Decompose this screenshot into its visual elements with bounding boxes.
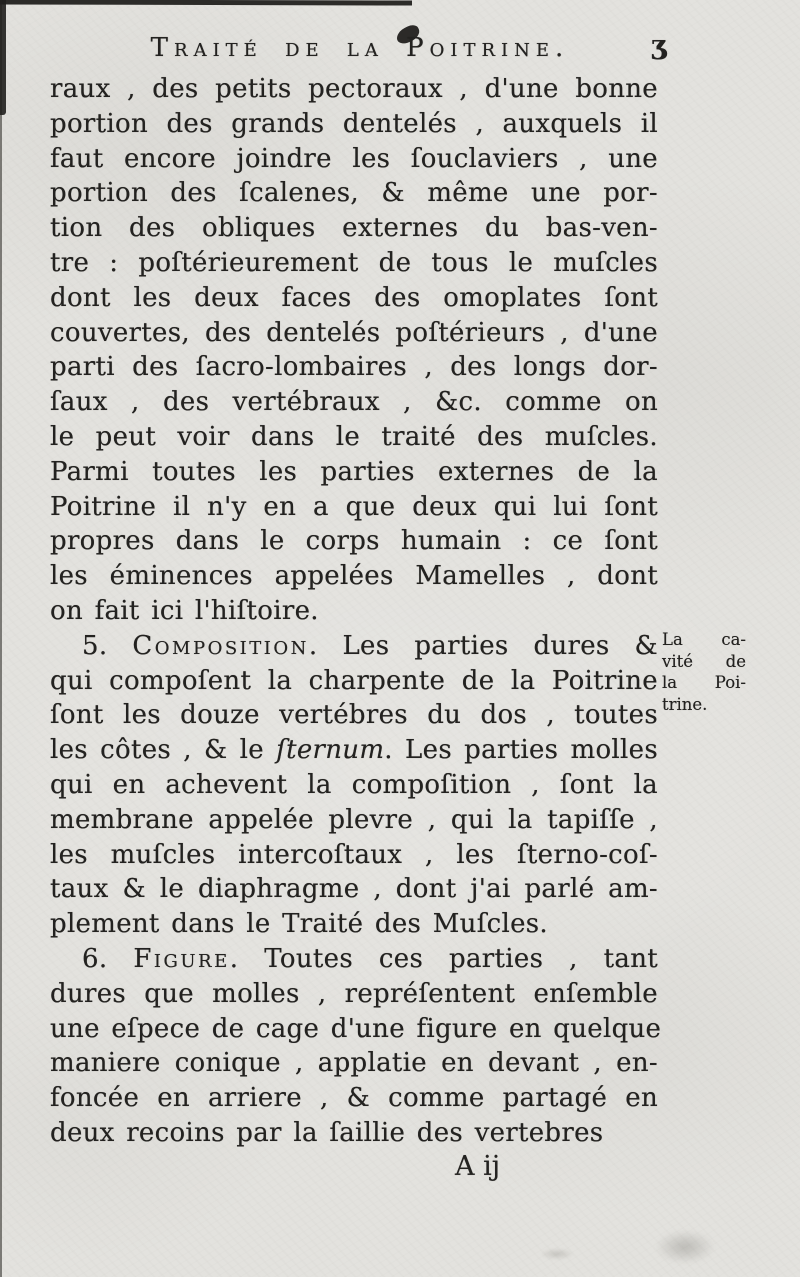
scan-edge-left-top <box>0 0 6 115</box>
text-line <box>50 664 658 699</box>
text-line <box>50 490 658 525</box>
text-line <box>50 629 658 664</box>
text-line <box>50 1046 658 1081</box>
text-run: maniere conique , applatie en devant , en- <box>50 1048 658 1079</box>
text-run: Composition <box>132 630 309 661</box>
text-run: ſaux , des vertébraux , &c. comme on <box>50 387 658 418</box>
text-run: membrane appelée plevre , qui la tapiſſe , <box>50 804 658 835</box>
scan-edge-top <box>0 0 412 6</box>
text-run: tion des obliques externes du bas-ven- <box>50 213 658 244</box>
text-line <box>50 733 658 768</box>
text-run: portion des grands dentelés , auxquels il <box>50 108 658 139</box>
text-run: foncée en arriere , & comme partagé en <box>50 1083 658 1114</box>
scan-edge-left <box>0 0 2 1277</box>
text-line <box>50 385 658 420</box>
text-line <box>50 72 658 107</box>
text-line <box>50 872 658 907</box>
text-run: les éminences appelées Mamelles , dont <box>50 561 658 592</box>
text-line <box>50 559 658 594</box>
text-line <box>50 594 658 629</box>
paper-smudge <box>655 1230 715 1264</box>
text-line <box>50 907 658 942</box>
text-line <box>50 420 658 455</box>
text-line <box>50 142 658 177</box>
text-run: qui en achevent la compoſition , ſont la <box>50 769 658 800</box>
text-run: dures que molles , repréſentent enſemble <box>50 978 658 1009</box>
text-run: portion des ſcalenes, & même une por- <box>50 178 658 209</box>
margin-note-line: vité de <box>662 651 746 671</box>
text-run: ſternum <box>276 735 385 766</box>
text-run: couvertes, des dentelés poſtérieurs , d'une <box>50 317 658 348</box>
text-run: on fait ici l'hiſtoire. <box>50 595 319 626</box>
running-title: Traité de la Poitrine. <box>150 33 570 63</box>
text-line <box>50 107 658 142</box>
text-run: Parmi toutes les parties externes de la <box>50 456 658 487</box>
text-line <box>50 524 658 559</box>
text-run: ſont les douze vertébres du dos , toutes <box>50 700 658 731</box>
text-run: . Les parties molles <box>384 735 658 766</box>
text-run: raux , des petits pectoraux , d'une bonne <box>50 74 658 104</box>
text-run: . Toutes ces parties , tant <box>229 943 658 974</box>
text-line <box>50 977 658 1012</box>
text-line <box>50 1116 658 1151</box>
text-line <box>50 281 658 316</box>
text-line <box>50 211 658 246</box>
margin-note-line: la Poi- <box>662 673 746 692</box>
signature-mark: A ij <box>455 1151 501 1182</box>
text-line <box>50 803 658 838</box>
text-run: tre : poſtérieurement de tous le muſcles <box>50 247 658 278</box>
foxing-spot <box>540 1248 574 1260</box>
text-run: les côtes , & le <box>50 735 277 766</box>
text-run: Poitrine il n'y en a que deux qui lui ſont <box>50 491 658 522</box>
text-run: parti des ſacro-lombaires , des longs dor- <box>50 352 658 383</box>
text-run: le peut voir dans le traité des muſcles. <box>50 421 658 452</box>
text-run: propres dans le corps humain : ce ſont <box>50 526 658 557</box>
text-run: 5. <box>82 630 133 661</box>
text-line <box>50 455 658 490</box>
page-number: ʒ <box>651 30 667 61</box>
text-line <box>50 350 658 385</box>
text-line <box>50 246 658 281</box>
margin-note-line: La ca- <box>662 630 746 649</box>
text-run: Figure <box>133 943 230 974</box>
text-run: plement dans le Traité des Muſcles. <box>50 909 548 940</box>
text-block <box>50 72 662 1151</box>
text-line <box>50 1012 662 1047</box>
text-line <box>50 698 658 733</box>
text-run: les muſcles intercoſtaux , les ſterno-coſ- <box>50 839 658 870</box>
text-line <box>50 316 658 351</box>
text-line <box>50 176 658 211</box>
text-line <box>50 942 658 977</box>
text-run: 6. <box>82 943 134 974</box>
margin-note-line: trine. <box>662 694 708 714</box>
text-run: dont les deux faces des omoplates ſont <box>50 282 658 313</box>
text-line <box>50 768 658 803</box>
text-run: deux recoins par la ſaillie des vertebres <box>50 1117 604 1148</box>
text-run: taux & le diaphragme , dont j'ai parlé am- <box>50 874 658 905</box>
text-line <box>50 838 658 873</box>
text-run: faut encore joindre les ſouclaviers , une <box>50 143 658 174</box>
text-run: . Les parties dures & <box>308 630 658 661</box>
text-run: une eſpece de cage d'une figure en quelque <box>50 1013 662 1044</box>
text-line <box>50 1081 658 1116</box>
text-run: qui compoſent la charpente de la Poitrine <box>50 665 658 696</box>
page-header <box>80 33 640 63</box>
margin-note <box>662 629 746 715</box>
